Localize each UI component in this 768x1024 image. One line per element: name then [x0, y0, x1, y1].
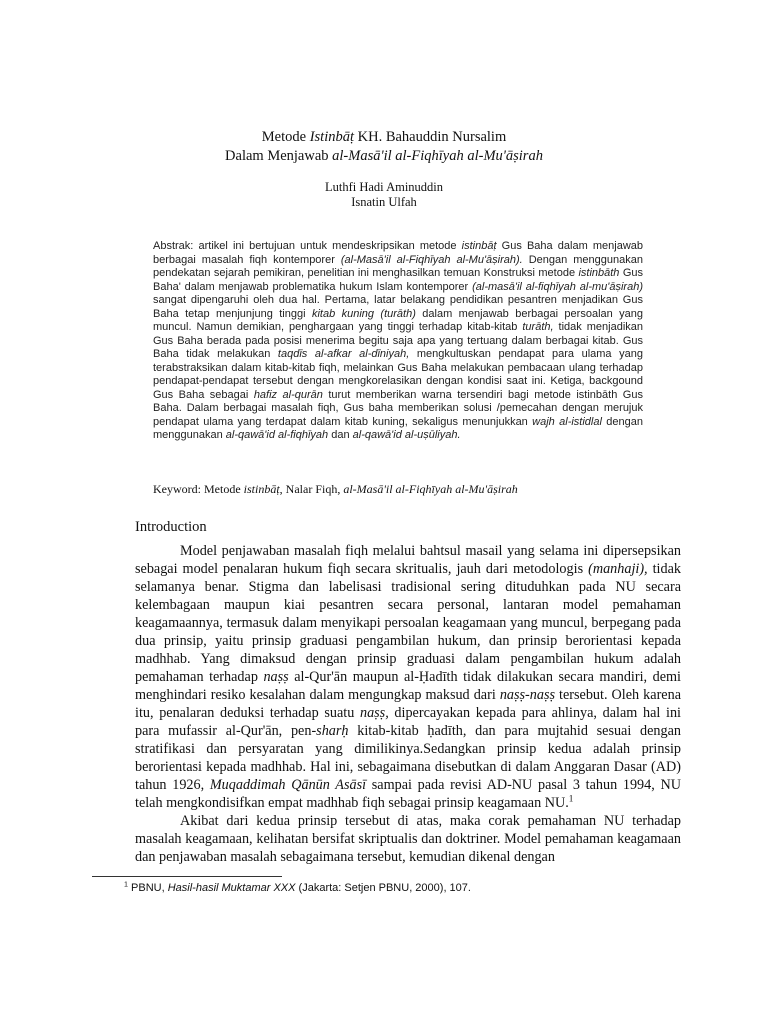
body-paragraph: Model penjawaban masalah fiqh melalui bahtsul masail yang selama ini dipersepsikan sebagai model penalaran hukum fiqh secara skritualis, jauh dari metodologis (manhaji), tidak selamanya benar. Stigma dan labelisasi tradisional sering dituduhkan pada NU secara kelembagaan maupun kiai pesantren secara personal, lantaran model pemahaman keagamaannya, termasuk dalam menyikapi persoalan keagamaan yang muncul, berpegang pada dua prinsip, yaitu prinsip graduasi pengambilan hukum, dan prinsip berorientasi kepada madhhab. Yang dimaksud dengan prinsip graduasi dalam pengambilan hukum adalah pemahaman terhadap naṣṣ al-Qur'ān maupun al-Ḥadīth tidak dilakukan secara mandiri, demi menghindari resiko kesalahan dalam mengungkap maksud dari naṣṣ-naṣṣ tersebut. Oleh karena itu, penalaran deduksi terhadap suatu naṣṣ, dipercayakan kepada para ahlinya, dalam hal ini para mufassir al-Qur'ān, pen-sharḥ kitab-kitab ḥadīth, dan para mujtahid sesuai dengan stratifikasi dan persyaratan yang dimilikinya.Sedangkan prinsip kedua adalah prinsip berorientasi kepada madhhab. Hal ini, sebagaimana disebutkan di dalam Anggaran Dasar (AD) tahun 1926, Muqaddimah Qānūn Asāsī sampai pada revisi AD-NU pasal 3 tahun 1994, NU telah mengkondisifkan empat madhhab fiqh sebagai prinsip keagamaan NU.$^1$ [135, 543, 681, 811]
footnote: $^1$ PBNU, Hasil-hasil Muktamar XXX (Jakarta: Setjen PBNU, 2000), 107. [124, 880, 471, 894]
keywords: Keyword: Metode istinbāṭ, Nalar Fiqh, al-Masā'il al-Fiqhīyah al-Mu'āṣirah [153, 482, 518, 496]
author-name: Isnatin Ulfah [351, 195, 417, 209]
abstract: Abstrak: artikel ini bertujuan untuk mendeskripsikan metode istinbāṭ Gus Baha dalam menjawab berbagai masalah fiqh kontemporer (al-Masā'il al-Fiqhīyah al-Mu'āṣirah). Dengan menggunakan pendekatan sejarah pemikiran, penelitian ini menghasilkan temuan Konstruksi metode istinbāth Gus Baha' dalam menjawab problematika hukum Islam kontemporer (al-masā'il al-fiqhīyah al-mu'āṣirah) sangat dipengaruhi oleh dua hal. Pertama, latar belakang pendidikan pesantren menjadikan Gus Baha tetap menjunjung tinggi kitab kuning (turāth) dalam menjawab berbagai persoalan yang muncul. Namun demikian, penghargaan yang tinggi terhadap kitab-kitab turāth, tidak menjadikan Gus Baha berada pada posisi menerima begitu saja apa yang tertuang dalam berbagai kitab. Gus Baha tidak melakukan taqdīs al-afkar al-dīniyah, mengkultuskan pendapat para ulama yang terabstraksikan dalam kitab-kitab fiqh, melainkan Gus Baha melakukan pembacaan ulang terhadap pendapat-pendapat tersebut dengan mengkorelasikan dengan kondisi saat ini. Ketiga, backgound Gus Baha sebagai hafiz al-qurān turut memberikan warna tersendiri bagi metode istinbāth Gus Baha. Dalam berbagai masalah fiqh, Gus baha memberikan solusi /pemecahan dengan merujuk pendapat ulama yang terdapat dalam kitab kuning, sekaligus menunjukkan wajh al-istidlal dengan menggunakan al-qawā'id al-fiqhīyah dan al-qawā'id al-uṣūliyah. [153, 240, 644, 441]
title-line-2: Dalam Menjawab al-Masā'il al-Fiqhīyah al-Mu'āṣirah [225, 148, 543, 164]
author-name: Luthfi Hadi Aminuddin [324, 180, 444, 194]
footnote-reference[interactable]: 1 [568, 793, 574, 804]
body-paragraph: Akibat dari kedua prinsip tersebut di atas, maka corak pemahaman NU terhadap masalah keagamaan, kelihatan bersifat skriptualis dan doktriner. Model pemahaman keagamaan dan penjawaban masalah sebagaimana tersebut, kemudian dikenal dengan [135, 813, 681, 865]
footnote-divider [92, 876, 282, 877]
section-heading: Introduction [135, 519, 207, 535]
paper-title [120, 128, 648, 166]
footnote-number: 1 [124, 880, 128, 889]
title-line-1: Metode Istinbāṭ KH. Bahauddin Nursalim [261, 129, 507, 145]
author-list [120, 180, 648, 210]
body-text [135, 542, 681, 866]
abstract-label: Abstrak: [153, 240, 194, 252]
